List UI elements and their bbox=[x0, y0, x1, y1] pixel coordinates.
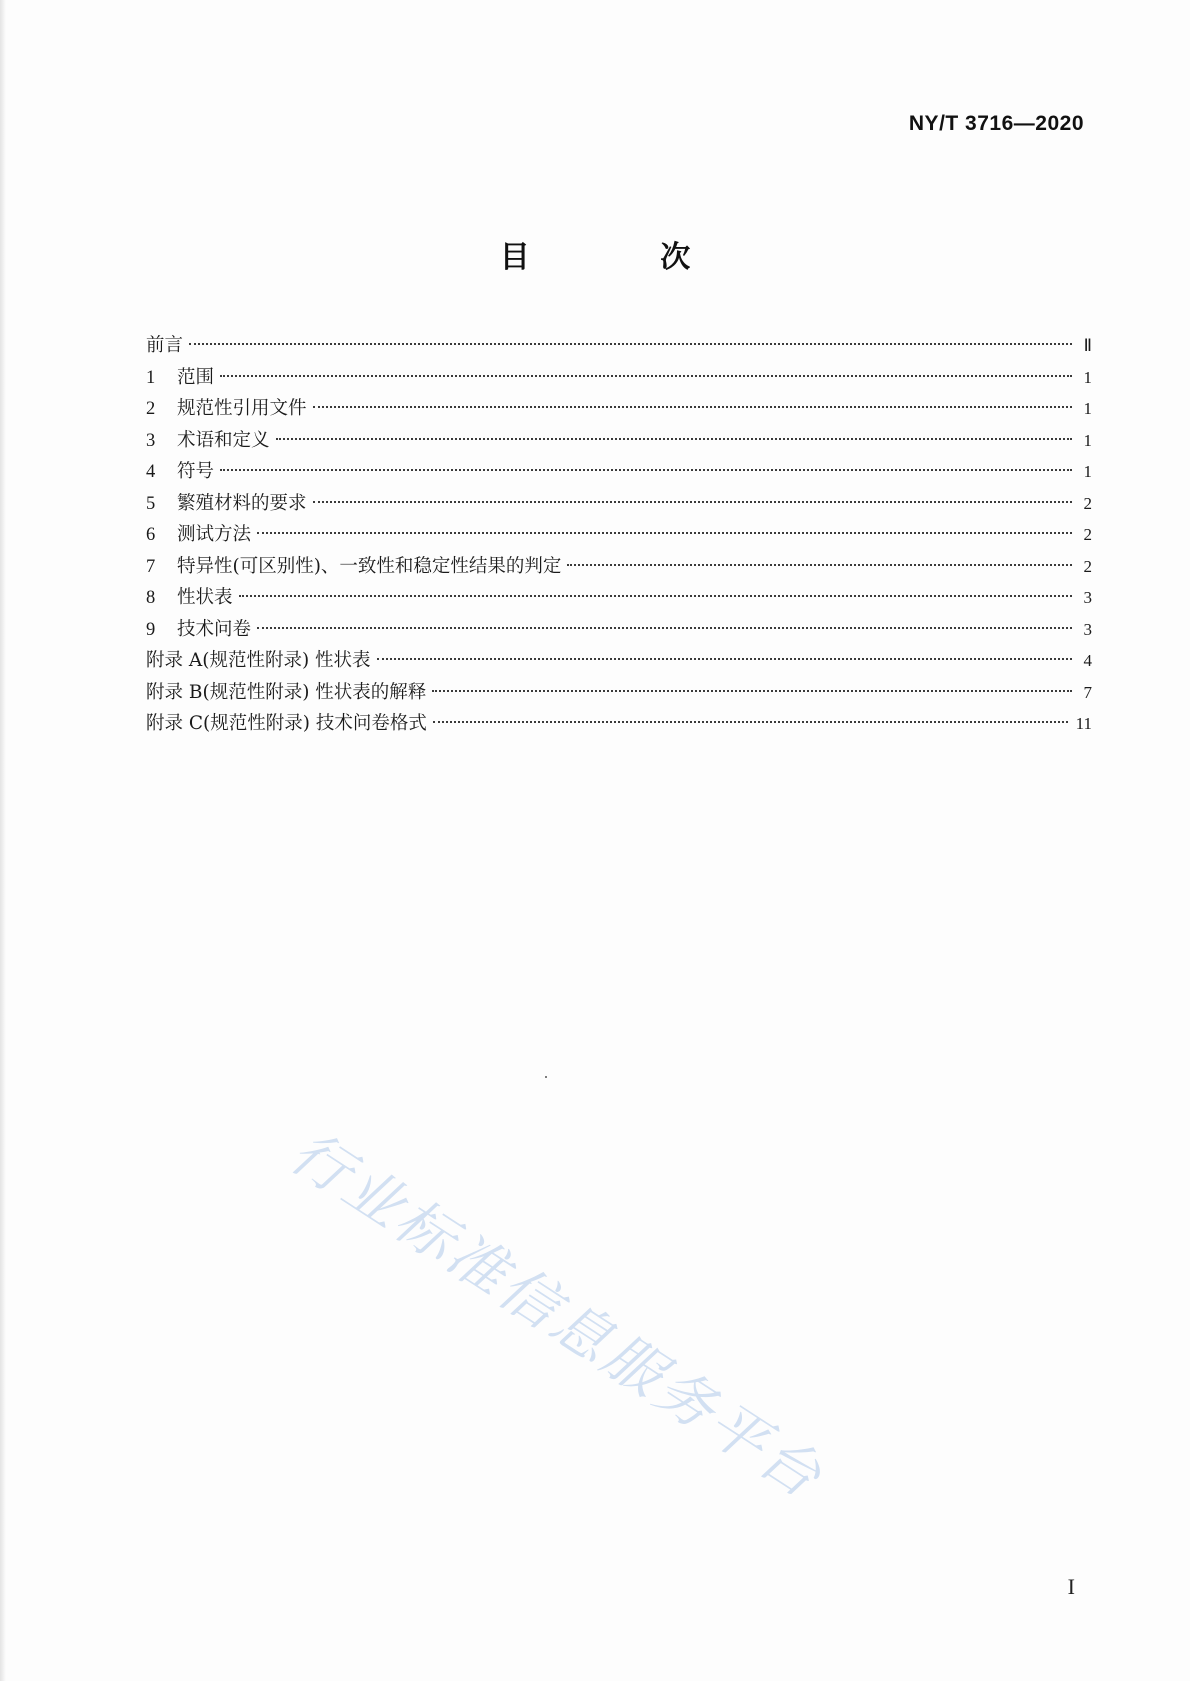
toc-entry-page: 1 bbox=[1083, 430, 1092, 450]
toc-entry-label: 附录 A(规范性附录) 性状表 bbox=[146, 650, 371, 671]
toc-leader-dots bbox=[189, 343, 1072, 345]
toc-entry-annex-b[interactable] bbox=[146, 677, 1092, 709]
toc-entry-label: 符号 bbox=[177, 461, 215, 482]
toc-entry-symbols[interactable] bbox=[146, 456, 1092, 488]
toc-entry-characteristics-table[interactable] bbox=[146, 582, 1092, 614]
toc-entry-page: 2 bbox=[1083, 556, 1092, 576]
toc-entry-page: 1 bbox=[1083, 462, 1092, 481]
toc-entry-preface[interactable] bbox=[146, 330, 1092, 362]
toc-entry-label: 术语和定义 bbox=[177, 429, 270, 451]
table-of-contents bbox=[146, 330, 1092, 740]
toc-leader-dots bbox=[567, 564, 1072, 566]
toc-entry-number: 8 bbox=[146, 588, 156, 608]
toc-entry-label: 特异性(可区别性)、一致性和稳定性结果的判定 bbox=[177, 555, 562, 577]
toc-entry-dus-assessment[interactable] bbox=[146, 551, 1092, 583]
toc-leader-dots bbox=[433, 721, 1068, 723]
toc-leader-dots bbox=[313, 501, 1072, 503]
toc-entry-number: 1 bbox=[146, 367, 156, 388]
watermark-text: 行业标准信息服务平台 bbox=[278, 1117, 836, 1513]
toc-entry-annex-a[interactable] bbox=[146, 645, 1092, 677]
toc-entry-annex-c[interactable] bbox=[146, 708, 1092, 740]
toc-title: 目 次 bbox=[499, 240, 751, 275]
scan-speck bbox=[545, 1076, 547, 1078]
toc-entry-page: 3 bbox=[1083, 619, 1092, 639]
toc-entry-page: 4 bbox=[1083, 651, 1092, 670]
toc-entry-number: 5 bbox=[146, 493, 156, 514]
toc-leader-dots bbox=[220, 375, 1072, 377]
toc-entry-page: 1 bbox=[1083, 367, 1092, 387]
toc-entry-page: Ⅱ bbox=[1083, 336, 1092, 355]
toc-entry-number: 7 bbox=[146, 556, 156, 577]
toc-entry-label: 前言 bbox=[146, 335, 184, 356]
toc-leader-dots bbox=[257, 627, 1072, 629]
toc-entry-number: 4 bbox=[146, 462, 156, 482]
toc-entry-label: 附录 B(规范性附录) 性状表的解释 bbox=[146, 681, 427, 703]
toc-entry-number: 3 bbox=[146, 430, 156, 451]
toc-entry-number: 2 bbox=[146, 399, 156, 419]
toc-entry-normative-references[interactable] bbox=[146, 393, 1092, 425]
toc-entry-test-methods[interactable] bbox=[146, 519, 1092, 551]
toc-entry-propagating-material[interactable] bbox=[146, 488, 1092, 520]
page-number: I bbox=[1067, 1574, 1075, 1599]
toc-leader-dots bbox=[432, 690, 1072, 692]
toc-entry-terms-definitions[interactable] bbox=[146, 425, 1092, 457]
toc-entry-page: 1 bbox=[1083, 399, 1092, 418]
toc-leader-dots bbox=[276, 438, 1072, 440]
toc-entry-page: 2 bbox=[1083, 525, 1092, 544]
toc-entry-number: 9 bbox=[146, 619, 156, 640]
toc-entry-label: 繁殖材料的要求 bbox=[177, 492, 307, 514]
toc-entry-scope[interactable] bbox=[146, 362, 1092, 394]
toc-leader-dots bbox=[239, 595, 1072, 597]
toc-entry-label: 性状表 bbox=[177, 587, 233, 608]
toc-entry-page: 3 bbox=[1083, 588, 1092, 607]
toc-leader-dots bbox=[313, 406, 1072, 408]
toc-leader-dots bbox=[257, 532, 1072, 534]
toc-entry-number: 6 bbox=[146, 525, 156, 545]
toc-entry-page: 11 bbox=[1075, 714, 1092, 733]
toc-entry-label: 范围 bbox=[177, 366, 215, 388]
toc-entry-label: 技术问卷 bbox=[177, 618, 252, 640]
toc-leader-dots bbox=[220, 469, 1072, 471]
toc-entry-page: 7 bbox=[1083, 682, 1092, 702]
toc-entry-label: 规范性引用文件 bbox=[177, 398, 307, 419]
toc-entry-label: 测试方法 bbox=[177, 524, 252, 545]
standard-number: NY/T 3716—2020 bbox=[908, 112, 1084, 135]
toc-leader-dots bbox=[377, 658, 1072, 660]
toc-entry-label: 附录 C(规范性附录) 技术问卷格式 bbox=[146, 713, 427, 734]
toc-entry-technical-questionnaire[interactable] bbox=[146, 614, 1092, 646]
toc-entry-page: 2 bbox=[1083, 493, 1092, 513]
